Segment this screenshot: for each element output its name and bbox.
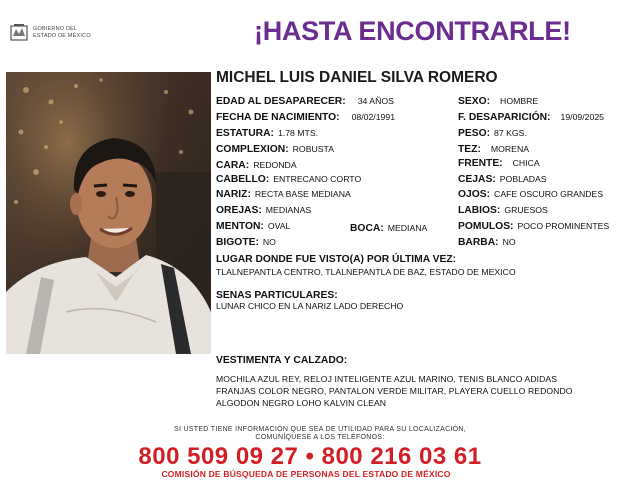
field-barba-value: NO (502, 237, 516, 247)
vestimenta-label: VESTIMENTA Y CALZADO: (216, 355, 348, 366)
vestimenta-line-2: FRANJAS COLOR NEGRO, PANTALON VERDE MILITAR, PLAYERA CUELLO REDONDO (216, 386, 573, 396)
field-pomulos-label: POMULOS: (458, 221, 514, 232)
field-orejas (216, 204, 311, 217)
coat-of-arms-icon (8, 22, 30, 44)
field-edad (216, 95, 394, 108)
field-nariz (216, 188, 351, 201)
field-cabello-label: CABELLO: (216, 174, 270, 185)
field-cara-value: REDONDA (253, 160, 297, 170)
field-cara-label: CARA: (216, 160, 250, 171)
field-frente-value: CHICA (512, 158, 540, 168)
field-f-desap-label: F. DESAPARICIÓN: (458, 112, 551, 123)
field-ojos-value: CAFE OSCURO GRANDES (494, 189, 604, 199)
phone-numbers: 800 509 09 27 • 800 216 03 61 (138, 443, 482, 470)
lugar-value: TLALNEPANTLA CENTRO, TLALNEPANTLA DE BAZ, ESTADO DE MEXICO (216, 267, 516, 277)
field-menton (216, 220, 290, 233)
field-edad-value: 34 AÑOS (357, 96, 394, 106)
field-complexion-value: ROBUSTA (292, 144, 335, 154)
footer-note-2: COMUNÍQUESE A LOS TELÉFONOS: (255, 434, 385, 441)
field-estatura-label: ESTATURA: (216, 128, 274, 139)
field-sexo-label: SEXO: (458, 96, 491, 107)
government-logo (8, 20, 118, 46)
field-estatura (216, 127, 318, 140)
field-f-desap (458, 111, 604, 124)
field-fecha-nac (216, 111, 395, 124)
field-labios-label: LABIOS: (458, 205, 501, 216)
field-sexo (458, 95, 538, 108)
field-fecha-nac-label: FECHA DE NACIMIENTO: (216, 112, 340, 123)
field-complexion-label: COMPLEXION: (216, 144, 289, 155)
field-pomulos (458, 220, 609, 233)
footer-note-1: SI USTED TIENE INFORMACIÓN QUE SEA DE UTILIDAD PARA SU LOCALIZACIÓN, (173, 426, 467, 433)
field-cejas (458, 173, 547, 186)
vestimenta-line-1: MOCHILA AZUL REY, RELOJ INTELIGENTE AZUL MARINO, TENIS BLANCO ADIDAS (216, 374, 558, 384)
headline: ¡HASTA ENCONTRARLE! (254, 16, 571, 46)
field-bigote-value: NO (262, 237, 276, 247)
field-nariz-label: NARIZ: (216, 189, 251, 200)
field-barba-label: BARBA: (458, 237, 499, 248)
field-peso (458, 127, 527, 140)
field-tez-label: TEZ: (458, 144, 481, 155)
field-peso-label: PESO: (458, 128, 491, 139)
field-edad-label: EDAD AL DESAPARECER: (216, 96, 346, 107)
field-tez-value: MORENA (490, 144, 530, 154)
field-cara (216, 159, 297, 172)
lugar-label: LUGAR DONDE FUE VISTO(A) POR ÚLTIMA VEZ: (216, 254, 457, 265)
field-menton-value: OVAL (267, 221, 291, 231)
person-photo (6, 72, 211, 354)
field-f-desap-value: 19/09/2025 (560, 112, 604, 122)
field-complexion (216, 143, 334, 156)
senas-label: SENAS PARTICULARES: (216, 290, 338, 301)
field-labios-value: GRUESOS (504, 205, 548, 215)
field-menton-label: MENTON: (216, 221, 264, 232)
field-boca-label: BOCA: (350, 223, 384, 234)
field-orejas-value: MEDIANAS (265, 205, 312, 215)
field-peso-value: 87 KGS. (494, 128, 527, 138)
field-cejas-label: CEJAS: (458, 174, 496, 185)
person-name: MICHEL LUIS DANIEL SILVA ROMERO (216, 69, 498, 86)
field-labios (458, 204, 548, 217)
field-cabello-value: ENTRECANO CORTO (273, 174, 362, 184)
logo-line-1: GOBIERNO DEL (33, 26, 78, 32)
field-bigote-label: BIGOTE: (216, 237, 259, 248)
field-frente-label: FRENTE: (458, 158, 503, 169)
field-ojos (458, 188, 603, 201)
logo-line-2: ESTADO DE MÉXICO (33, 33, 91, 39)
senas-value: LUNAR CHICO EN LA NARIZ LADO DERECHO (216, 301, 404, 311)
field-nariz-value: RECTA BASE MEDIANA (254, 189, 351, 199)
field-estatura-value: 1.78 MTS. (277, 128, 319, 138)
commission-name: COMISIÓN DE BÚSQUEDA DE PERSONAS DEL ESTADO DE MÉXICO (161, 469, 451, 479)
field-boca-value: MEDIANA (387, 223, 428, 233)
field-boca (350, 222, 427, 235)
field-fecha-nac-value: 08/02/1991 (351, 112, 396, 122)
field-barba (458, 236, 516, 249)
field-orejas-label: OREJAS: (216, 205, 262, 216)
field-ojos-label: OJOS: (458, 189, 491, 200)
vestimenta-line-3: ALGODON NEGRO LOHO KALVIN CLEAN (216, 398, 387, 408)
field-cabello (216, 173, 361, 186)
field-bigote (216, 236, 276, 249)
field-sexo-value: HOMBRE (500, 96, 539, 106)
field-tez (458, 143, 529, 156)
field-frente (458, 157, 540, 170)
field-cejas-value: POBLADAS (499, 174, 547, 184)
field-pomulos-value: POCO PROMINENTES (517, 221, 610, 231)
